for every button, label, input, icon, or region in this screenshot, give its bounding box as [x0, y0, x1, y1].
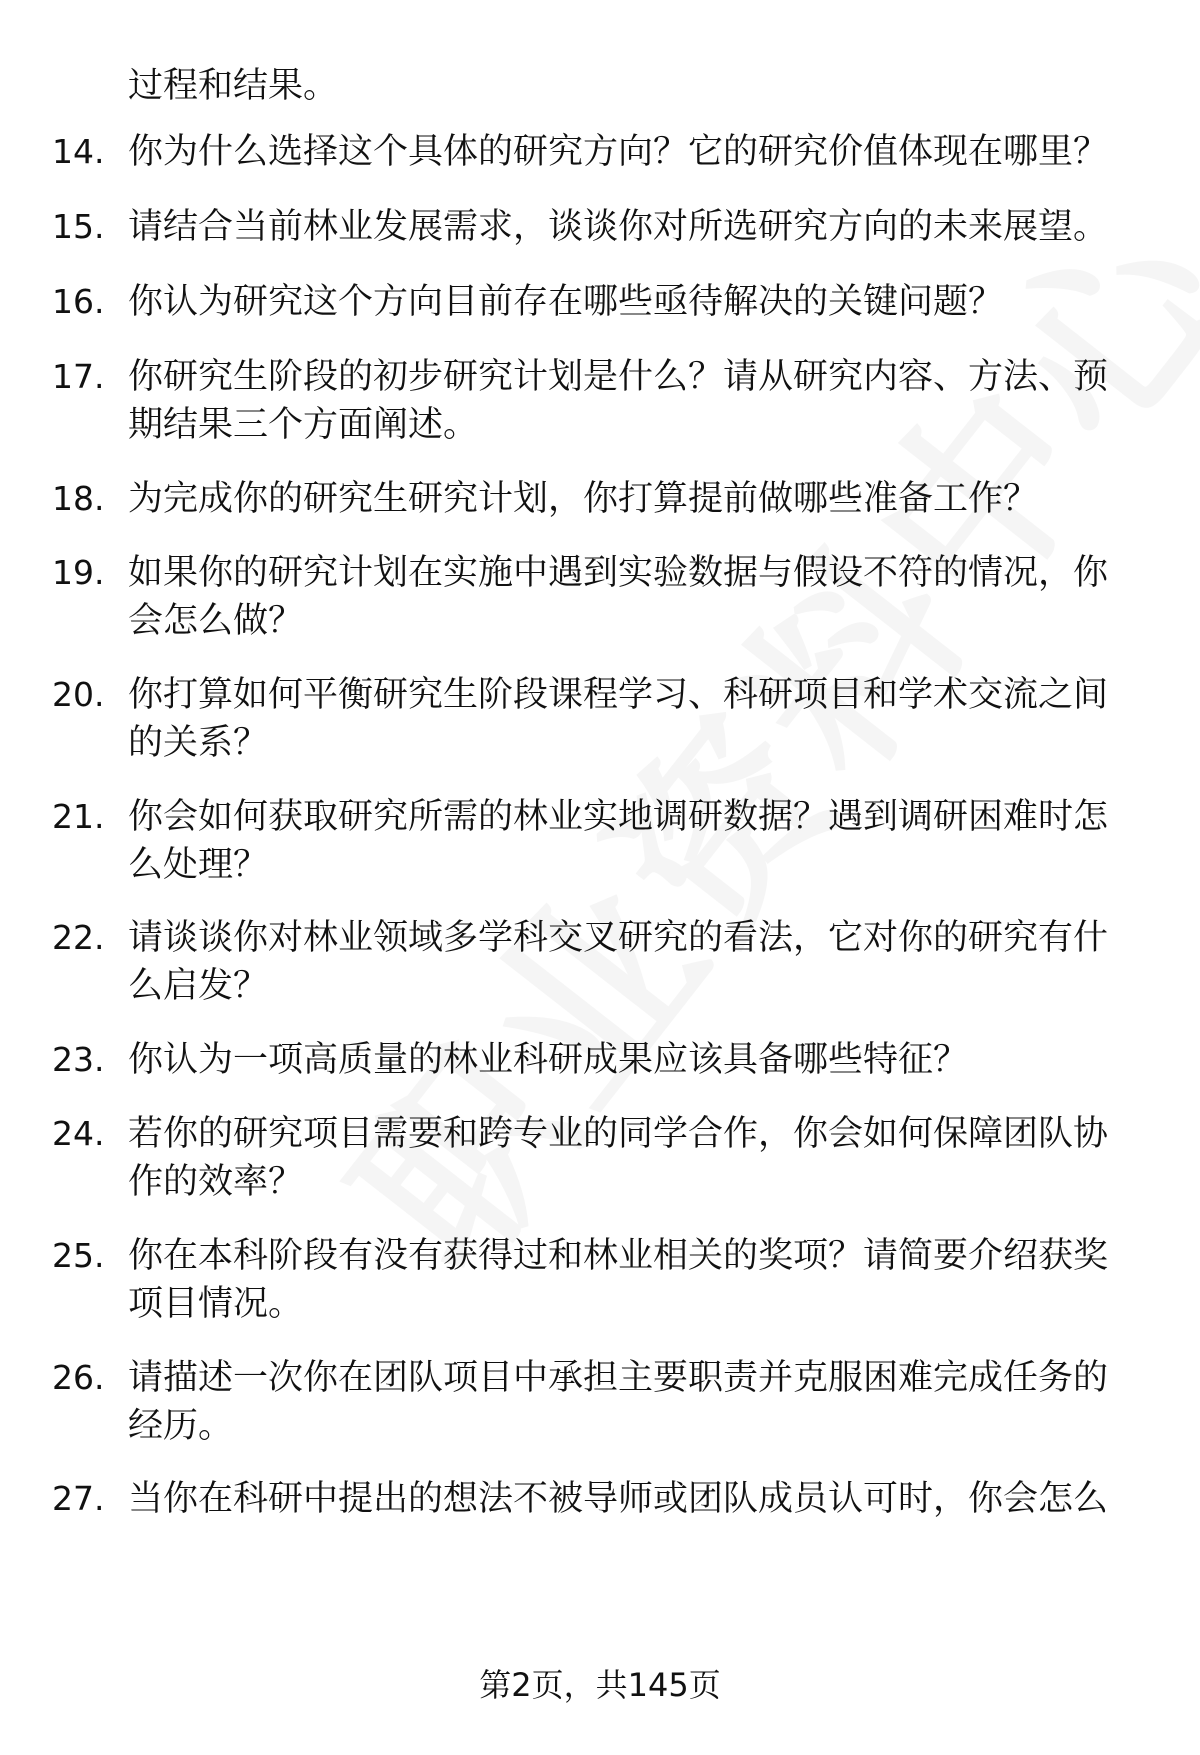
question-number: 17.: [52, 357, 105, 396]
question-number: 16.: [52, 282, 105, 321]
question-text: 你认为一项高质量的林业科研成果应该具备哪些特征？: [128, 1040, 969, 1080]
question-number: 18.: [52, 479, 105, 518]
question-number: 25.: [52, 1236, 105, 1275]
question-text: 你在本科阶段有没有获得过和林业相关的奖项？请简要介绍获奖项目情况。: [128, 1236, 1109, 1324]
question-text: 你为什么选择这个具体的研究方向？它的研究价值体现在哪里？: [128, 132, 1109, 172]
question-text: 如果你的研究计划在实施中遇到实验数据与假设不符的情况，你会怎么做？: [128, 553, 1109, 641]
question-number: 22.: [52, 918, 105, 957]
question-number: 24.: [52, 1114, 105, 1153]
question-text: 你会如何获取研究所需的林业实地调研数据？遇到调研困难时怎么处理？: [128, 797, 1109, 885]
question-number: 21.: [52, 797, 105, 836]
question-text: 为完成你的研究生研究计划，你打算提前做哪些准备工作？: [128, 479, 1039, 519]
continuation-text: 过程和结果。: [128, 66, 339, 106]
question-text: 当你在科研中提出的想法不被导师或团队成员认可时，你会怎么: [128, 1479, 1109, 1519]
question-number: 20.: [52, 675, 105, 714]
question-number: 23.: [52, 1040, 105, 1079]
question-text: 请谈谈你对林业领域多学科交叉研究的看法，它对你的研究有什么启发？: [128, 918, 1109, 1006]
question-number: 26.: [52, 1358, 105, 1397]
question-number: 19.: [52, 553, 105, 592]
question-text: 你认为研究这个方向目前存在哪些亟待解决的关键问题？: [128, 282, 1004, 322]
question-text: 若你的研究项目需要和跨专业的同学合作，你会如何保障团队协作的效率？: [128, 1114, 1109, 1202]
page-footer: 第2页，共145页: [479, 1666, 721, 1704]
question-text: 你打算如何平衡研究生阶段课程学习、科研项目和学术交流之间的关系？: [128, 675, 1109, 763]
question-number: 27.: [52, 1479, 105, 1518]
question-number: 15.: [52, 207, 105, 246]
question-number: 14.: [52, 132, 105, 171]
question-text: 请描述一次你在团队项目中承担主要职责并克服困难完成任务的经历。: [128, 1358, 1109, 1446]
question-text: 请结合当前林业发展需求，谈谈你对所选研究方向的未来展望。: [128, 207, 1109, 247]
question-text: 你研究生阶段的初步研究计划是什么？请从研究内容、方法、预期结果三个方面阐述。: [128, 357, 1109, 445]
